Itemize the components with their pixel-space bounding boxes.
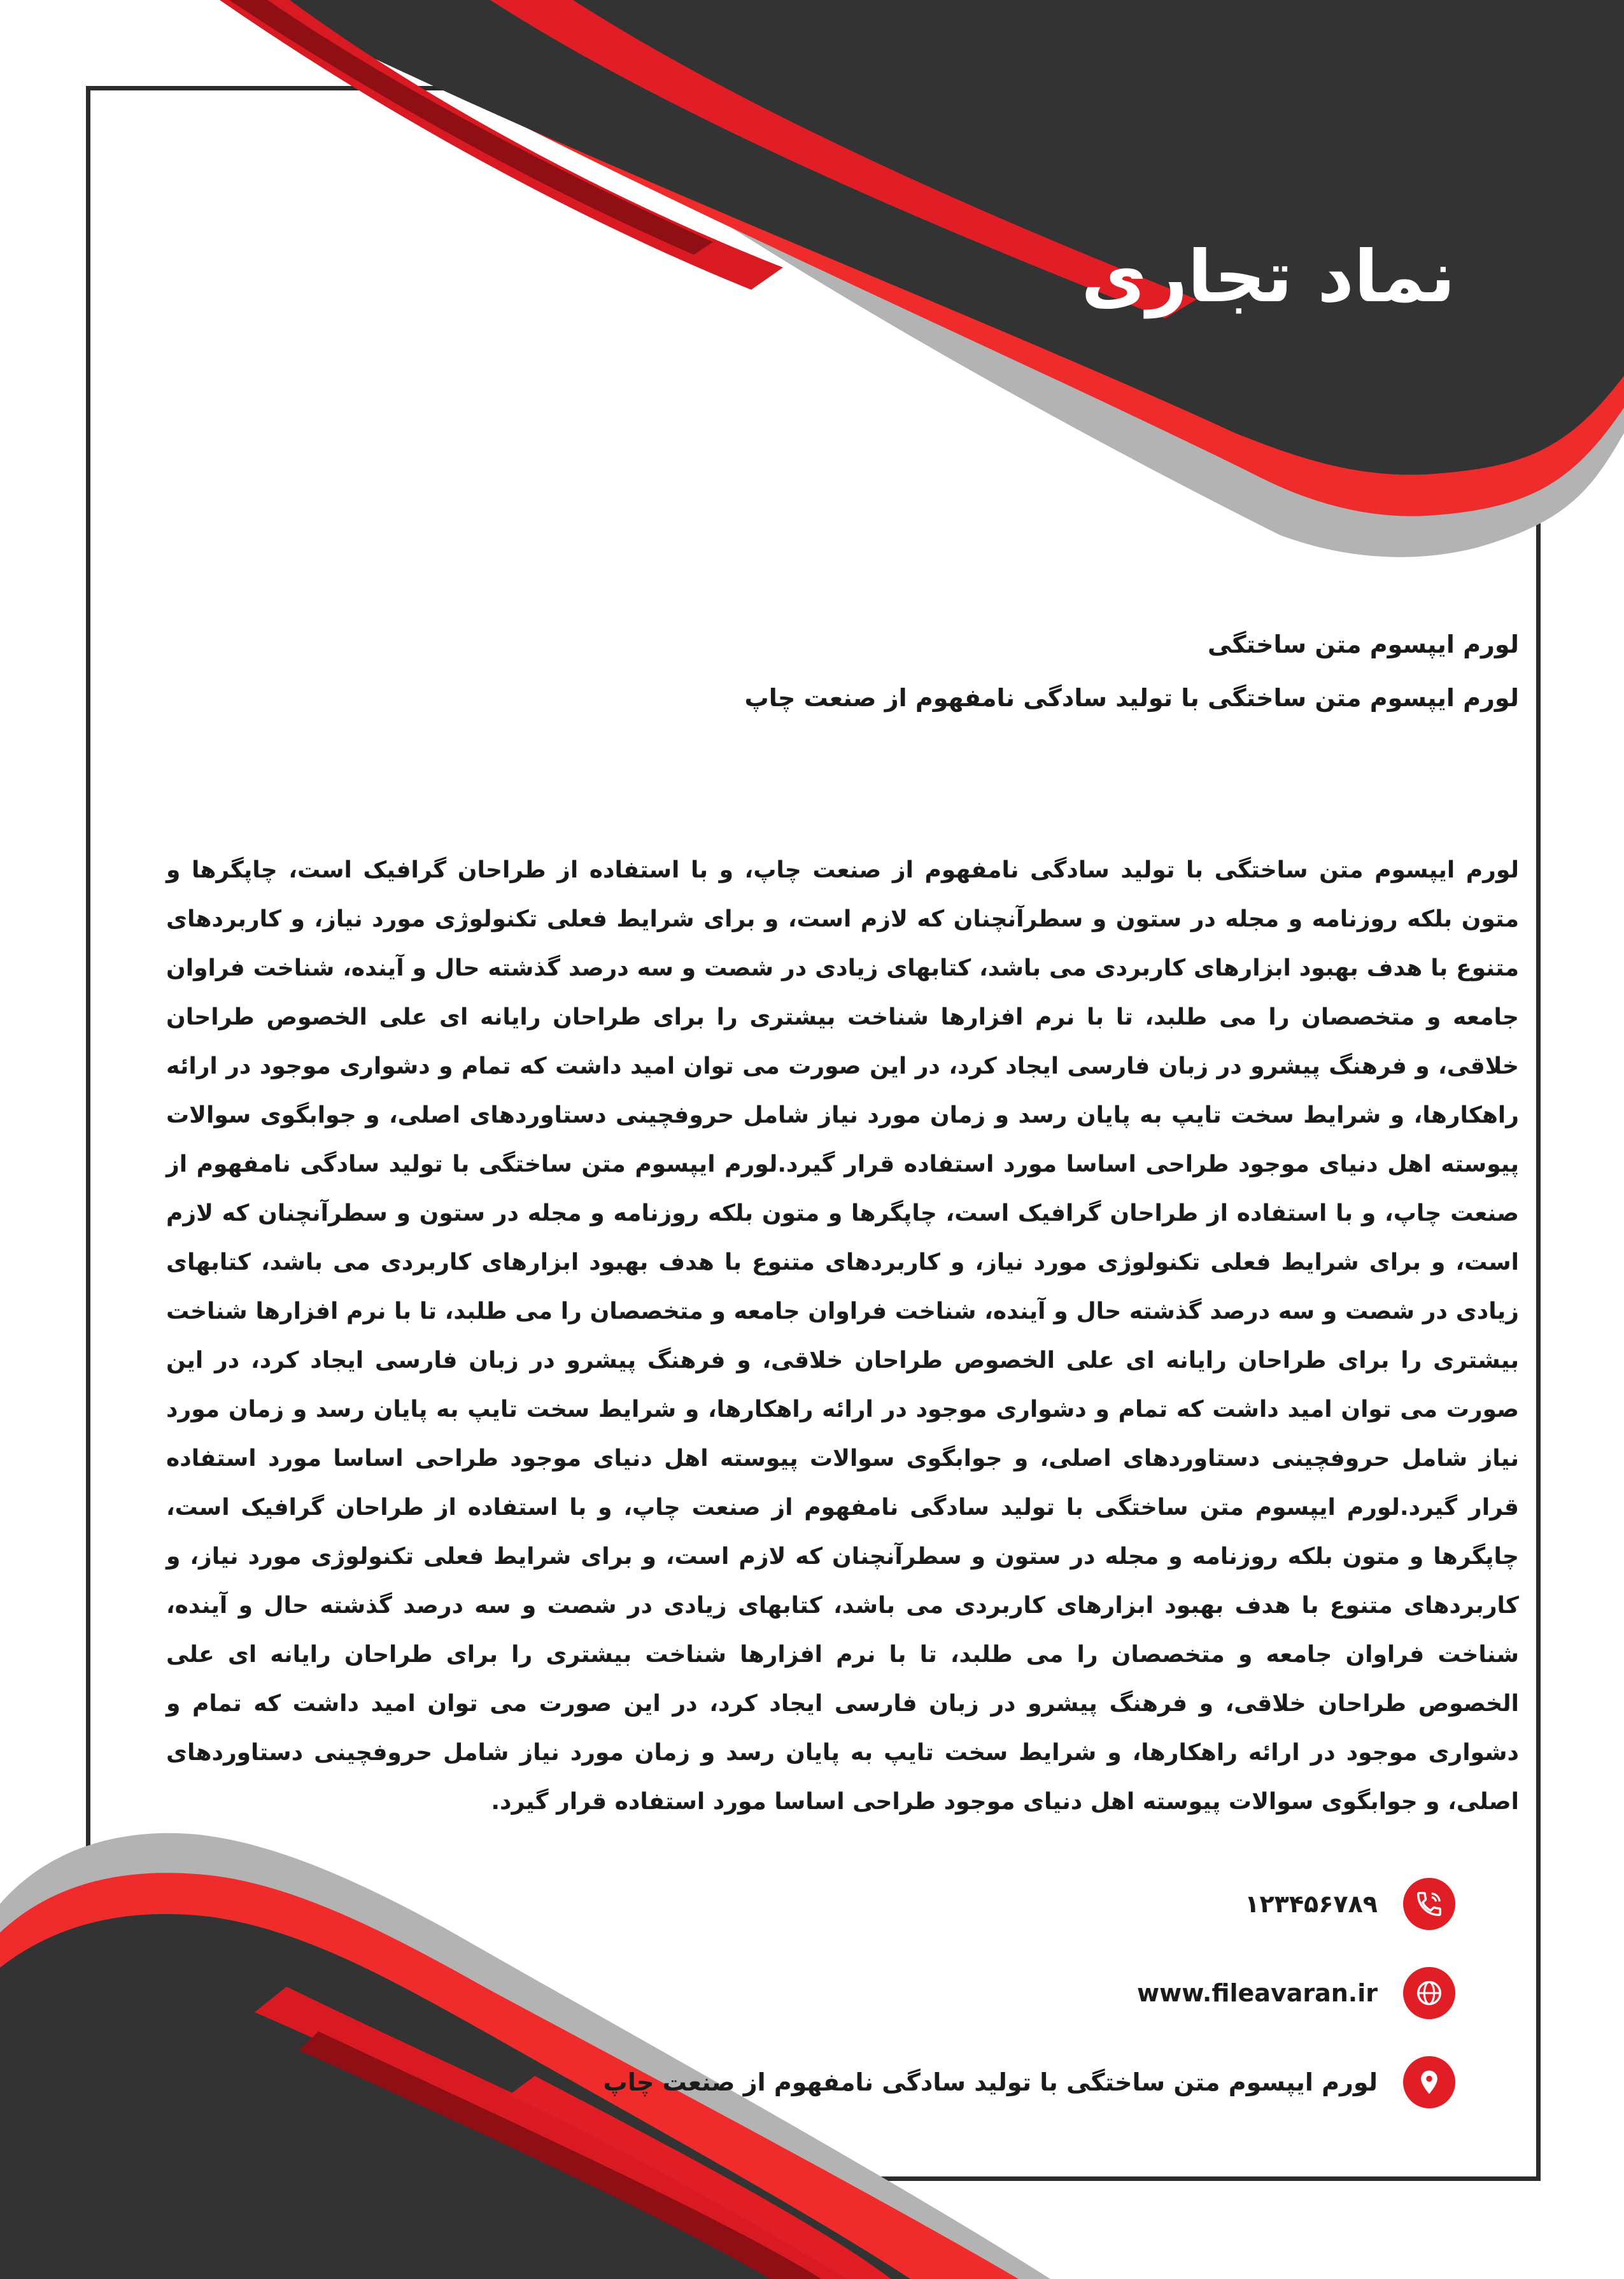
intro-line-1: لورم ایپسوم متن ساختگی — [1208, 630, 1519, 658]
contact-list — [500, 1859, 1455, 2127]
contact-address-row — [500, 2038, 1455, 2127]
address-text: لورم ایپسوم متن ساختگی با تولید سادگی نامفهوم از صنعت چاپ — [603, 2068, 1378, 2096]
intro-line-2: لورم ایپسوم متن ساختگی با تولید سادگی نامفهوم از صنعت چاپ — [744, 684, 1519, 712]
phone-icon — [1403, 1878, 1455, 1930]
location-pin-icon — [1403, 2056, 1455, 2108]
contact-website-row — [500, 1949, 1455, 2038]
globe-icon — [1403, 1967, 1455, 2019]
intro-block — [564, 630, 1519, 737]
website-link[interactable]: www.fileavaran.ir — [1137, 1979, 1378, 2007]
page-title: نماد تجاری — [1081, 236, 1455, 318]
contact-phone-row — [500, 1859, 1455, 1949]
body-paragraph: لورم ایپسوم متن ساختگی با تولید سادگی نامفهوم از صنعت چاپ، و با استفاده از طراحان گرافیک است، چاپگرها و متون بلکه روزنامه و مجله در ستون و سطرآنچنان که لازم است، و برای شرایط فعلی تکنولوژی مورد نیاز، و کاربردهای متنوع با هدف بهبود ابزارهای کاربردی می باشد، کتابهای زیادی در شصت و سه درصد گذشته حال و آینده، شناخت فراوان جامعه و متخصصان را می طلبد، تا با نرم افزارها شناخت بیشتری را برای طراحان رایانه ای علی الخصوص طراحان خلاقی، و فرهنگ پیشرو در زبان فارسی ایجاد کرد، در این صورت می توان امید داشت که تمام و دشواری موجود در ارائه راهکارها، و شرایط سخت تایپ به پایان رسد و زمان مورد نیاز شامل حروفچینی دستاوردهای اصلی، و جوابگوی سوالات پیوسته اهل دنیای موجود طراحی اساسا مورد استفاده قرار گیرد.لورم ایپسوم متن ساختگی با تولید سادگی نامفهوم از صنعت چاپ، و با استفاده از طراحان گرافیک است، چاپگرها و متون بلکه روزنامه و مجله در ستون و سطرآنچنان که لازم است، و برای شرایط فعلی تکنولوژی مورد نیاز، و کاربردهای متنوع با هدف بهبود ابزارهای کاربردی می باشد، کتابهای زیادی در شصت و سه درصد گذشته حال و آینده، شناخت فراوان جامعه و متخصصان را می طلبد، تا با نرم افزارها شناخت بیشتری را برای طراحان رایانه ای علی الخصوص طراحان خلاقی، و فرهنگ پیشرو در زبان فارسی ایجاد کرد، در این صورت می توان امید داشت که تمام و دشواری موجود در ارائه راهکارها، و شرایط سخت تایپ به پایان رسد و زمان مورد نیاز شامل حروفچینی دستاوردهای اصلی، و جوابگوی سوالات پیوسته اهل دنیای موجود طراحی اساسا مورد استفاده قرار گیرد.لورم ایپسوم متن ساختگی با تولید سادگی نامفهوم از صنعت چاپ، و با استفاده از طراحان گرافیک است، چاپگرها و متون بلکه روزنامه و مجله در ستون و سطرآنچنان که لازم است، و برای شرایط فعلی تکنولوژی مورد نیاز، و کاربردهای متنوع با هدف بهبود ابزارهای کاربردی می باشد، کتابهای زیادی در شصت و سه درصد گذشته حال و آینده، شناخت فراوان جامعه و متخصصان را می طلبد، تا با نرم افزارها شناخت بیشتری را برای طراحان رایانه ای علی الخصوص طراحان خلاقی، و فرهنگ پیشرو در زبان فارسی ایجاد کرد، در این صورت می توان امید داشت که تمام و دشواری موجود در ارائه راهکارها، و شرایط سخت تایپ به پایان رسد و زمان مورد نیاز شامل حروفچینی دستاوردهای اصلی، و جوابگوی سوالات پیوسته اهل دنیای موجود طراحی اساسا مورد استفاده قرار گیرد. — [166, 857, 1519, 1815]
phone-number: ۱۲۳۴۵۶۷۸۹ — [1245, 1890, 1378, 1918]
